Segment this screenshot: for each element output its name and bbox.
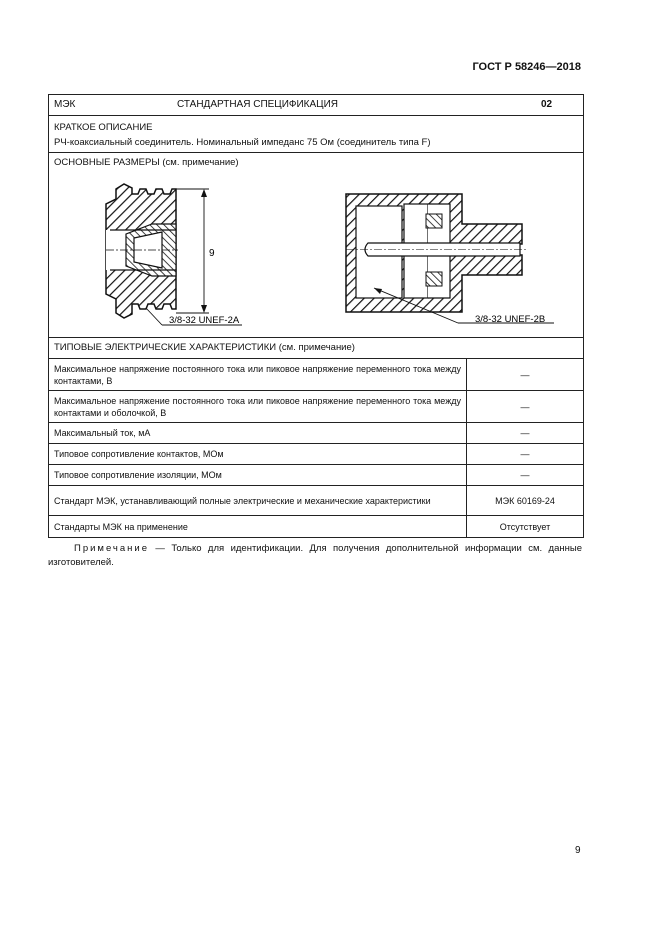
param-cell: Максимальное напряжение постоянного тока или пиковое напряжение переменного тока между контактами, В [49, 359, 467, 390]
note-text: — Только для идентификации. Для получения дополнительной информации см. данные изготовителей. [48, 543, 582, 568]
param-cell: Стандарты МЭК на применение [49, 516, 467, 537]
table-row [49, 465, 583, 486]
value-cell: — [520, 449, 530, 459]
value-cell: Отсутствует [499, 521, 551, 532]
table-row [49, 359, 583, 391]
param-cell: Максимальное напряжение постоянного тока или пиковое напряжение переменного тока между контактами и оболочкой, В [49, 391, 467, 422]
value-cell: — [520, 401, 530, 412]
spec-number: 02 [541, 99, 553, 110]
table-row [49, 444, 583, 465]
param-cell: Типовое сопротивление контактов, МОм [49, 444, 467, 464]
note-label: Примечание [74, 543, 149, 554]
plug-connector-drawing [106, 184, 178, 318]
brief-description-section [49, 116, 583, 153]
jack-connector-drawing [346, 194, 526, 312]
value-cell: — [520, 470, 530, 480]
brief-text: РЧ-коаксиальный соединитель. Номинальный импеданс 75 Ом (соединитель типа F) [54, 137, 431, 148]
table-row [49, 516, 583, 537]
connector-drawing [54, 172, 578, 337]
dimension-line-9 [176, 189, 209, 313]
table-row [49, 486, 583, 516]
spec-title: СТАНДАРТНАЯ СПЕЦИФИКАЦИЯ [177, 99, 338, 110]
specification-table [48, 94, 584, 538]
table-row [49, 423, 583, 444]
value-cell: — [520, 428, 530, 438]
jack-thread-label: 3/8-32 UNEF-2B [475, 314, 546, 325]
spec-header-row [49, 95, 583, 116]
param-cell: Стандарт МЭК, устанавливающий полные электрические и механические характеристики [49, 486, 467, 515]
dimensions-heading: ОСНОВНЫЕ РАЗМЕРЫ (см. примечание) [54, 157, 239, 168]
dimension-value: 9 [209, 248, 215, 259]
table-row [49, 391, 583, 423]
param-cell: Типовое сопротивление изоляции, МОм [49, 465, 467, 485]
spec-org: МЭК [54, 99, 76, 110]
param-cell: Максимальный ток, мА [49, 423, 467, 443]
electrical-table [49, 359, 583, 537]
electrical-heading: ТИПОВЫЕ ЭЛЕКТРИЧЕСКИЕ ХАРАКТЕРИСТИКИ (см. примечание) [54, 342, 355, 353]
value-cell: МЭК 60169-24 [495, 495, 555, 506]
plug-thread-label: 3/8-32 UNEF-2A [169, 315, 240, 326]
dimensions-section [49, 153, 583, 338]
standard-designation: ГОСТ Р 58246—2018 [472, 61, 581, 73]
value-cell: — [520, 369, 530, 380]
electrical-heading-row [49, 338, 583, 359]
brief-heading: КРАТКОЕ ОПИСАНИЕ [54, 122, 153, 133]
page-number: 9 [575, 845, 581, 856]
footnote [48, 542, 582, 570]
